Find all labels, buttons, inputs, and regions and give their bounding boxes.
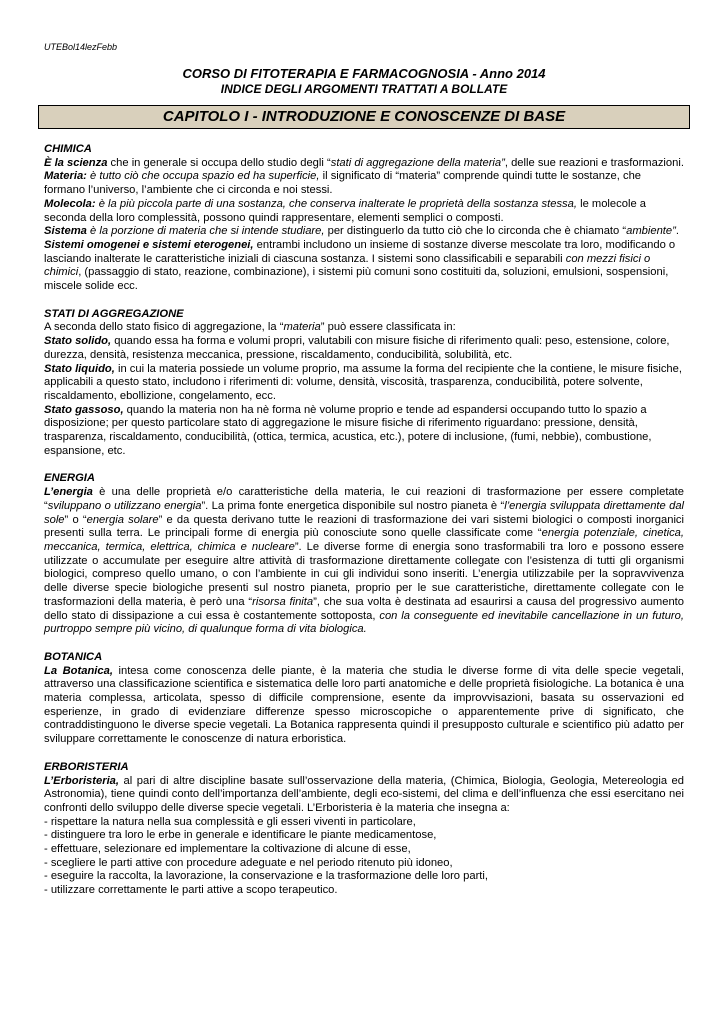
section-botanica: [44, 651, 684, 747]
section-energia: [44, 472, 684, 636]
text-span: ”. Le diverse forme di energia sono trasformabili tra loro e possono essere utilizzate o accumulate per eseguire altre attività di trasformazione direttamente collegate con l’esistenza di tutti gli organismi biologici, compreso quello umano, o con l’ambiente in cui gli individui sono inseriti. L’energia utilizzabile per la sopravvivenza delle diverse specie biologiche presenti sul nostro pianeta, proprio per le sue caratteristiche, direttamente collegate con le trasformazioni della materia, è però una “: [44, 540, 685, 608]
term-energia: L’energia: [44, 486, 93, 499]
text-italic: è tutto ciò che occupa spazio ed ha superficie,: [86, 170, 320, 183]
term-erboristeria: L’Erboristeria,: [44, 774, 120, 787]
term-solido: Stato solido,: [44, 335, 112, 348]
text-span: per distinguerlo da tutto ciò che lo circonda che è chiamato “: [324, 225, 627, 238]
text-italic: l’energia sviluppata direttamente dal sole: [44, 499, 685, 526]
course-subtitle: INDICE DEGLI ARGOMENTI TRATTATI A BOLLATE: [220, 82, 508, 96]
paragraph-liquido: [44, 363, 684, 404]
term-sistema: Sistema: [44, 225, 87, 238]
text-span: quando essa ha forma e volumi propri, valutabili con misure fisiche di riferimento quali: peso, estensione, colore, durezza, densità, resistenza meccanica, pressione, riscaldamento, conducibilità, solubilità, etc.: [44, 335, 670, 361]
section-title: ENERGIA: [44, 472, 95, 485]
term-scienza: È la scienza: [44, 156, 108, 169]
text-span: il significato di “materia” comprende quindi tutte le sostanze, che formano l’universo, l’ambiente che ci circonda e noi stessi.: [44, 170, 642, 197]
text-italic: energia solare: [86, 513, 159, 526]
text-span: ”, che sua volta è destinata ad esaurirsi a causa del progressivo aumento dello stato di dissipazione a cui essa è costantemente sottoposta,: [44, 595, 685, 622]
section-stati: [44, 308, 684, 459]
section-title: BOTANICA: [44, 650, 103, 663]
chapter-heading: CAPITOLO I - INTRODUZIONE E CONOSCENZE DI BASE: [38, 105, 690, 129]
text-span: le molecole a seconda della loro complessità, possono quindi rappresentare, elementi semplici o composti.: [44, 197, 646, 224]
text-span: ” o “: [64, 513, 87, 526]
text-span: è una delle proprietà e/o caratteristiche della materia, le cui reazioni di trasformazione per essere completate “: [44, 486, 684, 512]
document-code: UTEBol14lezFebb: [44, 42, 118, 52]
text-span: A seconda dello stato fisico di aggregazione, la “: [44, 321, 284, 334]
document-page: [44, 42, 684, 898]
paragraph-sistema: [44, 225, 684, 239]
section-title: STATI DI AGGREGAZIONE: [44, 307, 184, 320]
term-liquido: Stato liquido,: [44, 362, 115, 375]
text-italic: con la conseguente ed inevitabile cancellazione in un futuro, purtroppo sempre più vicino, di qualunque forma di vita biologica.: [44, 609, 684, 636]
paragraph-erboristeria: [44, 775, 684, 816]
text-span: ” può essere classificata in:: [320, 321, 456, 334]
text-italic: è la porzione di materia che si intende studiare,: [86, 225, 325, 238]
section-erboristeria: [44, 761, 684, 898]
text-span: , (passaggio di stato, reazione, combinazione), i sistemi più comuni sono costituiti da, soluzioni, emulsioni, sospensioni, miscele solide ecc.: [44, 266, 669, 293]
paragraph-intro: [44, 321, 684, 335]
course-title: CORSO DI FITOTERAPIA E FARMACOGNOSIA - Anno 2014: [182, 66, 546, 81]
text-span: ” e da questa derivano tutte le reazioni di trasformazione dei vari sistemi biologici o composti inorganici presenti sulla terra. Le principali forme di energia più conosciute sono quelle classificate come “: [44, 513, 685, 540]
text-span: che in generale si occupa dello studio degli “: [107, 156, 331, 169]
text-italic: materia: [283, 321, 321, 334]
erboristeria-list: [44, 816, 684, 898]
section-title: ERBORISTERIA: [44, 760, 129, 773]
list-item: - effettuare, selezionare ed implementare la coltivazione di alcune di esse,: [44, 843, 411, 856]
term-gassoso: Stato gassoso,: [44, 403, 124, 416]
list-item: - utilizzare correttamente le parti attive a scopo terapeutico.: [44, 884, 338, 897]
list-item: - eseguire la raccolta, la lavorazione, la conservazione e la trasformazione delle loro parti,: [44, 870, 488, 883]
term-botanica: La Botanica,: [44, 664, 113, 677]
paragraph-gassoso: [44, 404, 684, 459]
paragraph-sistemi: [44, 239, 684, 294]
list-item: - distinguere tra loro le erbe in generale e identificare le piante medicamentose,: [44, 829, 437, 842]
text-italic: sviluppano o utilizzano energia: [47, 499, 202, 512]
text-span: al pari di altre discipline basate sull’osservazione della materia, (Chimica, Biologia, Geologia, Metereologia ed Astronomia), tiene quindi conto dell’importanza dell’ambiente, degli eco-sistemi, del clima e dell’influenza che essi esercitano nei confronti dello sviluppo delle diverse specie vegetali. L’Erboristeria è la materia che insegna a:: [44, 774, 684, 814]
term-molecola: Molecola:: [44, 197, 96, 210]
text-italic: risorsa finita: [252, 595, 314, 608]
text-italic: è la più piccola parte di una sostanza, che conserva inalterate le proprietà della sostanza stessa,: [95, 197, 577, 210]
text-italic: energia potenziale, cinetica, meccanica, termica, elettrica, chimica e nucleare: [44, 527, 684, 553]
text-span: quando la materia non ha nè forma nè volume proprio e tende ad espandersi occupando tutto lo spazio a disposizione; per questo particolare stato di aggregazione le misure fisiche di riferimento riguardano: pressione, densità, trasparenza, riscaldamento, conducibilità, (ottica, termica, acustica, etc.), potere di inclusione, (fumi, nebbie), combustione, espansione, etc.: [44, 403, 652, 457]
text-span: entrambi includono un insieme di sostanze diverse mescolate tra loro, modificando o lasciando inalterate le caratteristiche iniziali di ciascuna sostanza. I sistemi sono classificabili e separabili: [44, 238, 676, 265]
paragraph-molecola: [44, 198, 684, 225]
paragraph-solido: [44, 335, 684, 362]
paragraph-materia: [44, 170, 684, 197]
text-span: in cui la materia possiede un volume proprio, ma assume la forma del recipiente che la contiene, le misure fisiche, applicabili a questo stato, includono i riferimenti di: volume, densità, viscosità, trasparenza, conducibilità, potere solvente, riscaldamento, ebollizione, congelamento, ecc.: [44, 362, 682, 402]
text-italic: con mezzi fisici o chimici: [44, 252, 651, 279]
text-span: ”. La prima fonte energetica disponibile sul nostro pianeta è “: [201, 499, 505, 512]
section-chimica: [44, 143, 684, 294]
term-materia: Materia:: [44, 170, 87, 183]
text-italic: ambiente”: [626, 225, 676, 238]
section-title: CHIMICA: [44, 143, 92, 155]
list-item: - rispettare la natura nella sua complessità e gli esseri viventi in particolare,: [44, 815, 416, 828]
text-span: .: [675, 225, 679, 238]
paragraph-botanica: [44, 665, 684, 747]
paragraph-scienza: [44, 157, 684, 171]
text-span: intesa come conoscenza delle piante, è la materia che studia le diverse forme di vita delle specie vegetali, attraverso una classificazione scientifica e sistematica delle loro parti anatomiche e delle proprietà fisiologiche. La botanica è una materia complessa, articolata, spesso di difficile comprensione, esente da improvvisazioni, basata su osservazioni ed esperienze, in grado di evidenziare differenze spesso microscopiche o apparentemente prive di significato, che contraddistinguono le diverse specie vegetali. La Botanica rappresenta quindi il presupposto culturale e scientifico più adatto per sviluppare correttamente le conoscenze di natura erboristica.: [44, 664, 684, 746]
term-sistemi: Sistemi omogenei e sistemi eterogenei,: [44, 238, 254, 251]
text-span: , delle sue reazioni e trasformazioni.: [504, 156, 684, 169]
text-italic: stati di aggregazione della materia”: [330, 156, 505, 169]
list-item: - scegliere le parti attive con procedure adeguate e nel periodo ritenuto più idoneo,: [44, 856, 453, 869]
paragraph-energia: [44, 486, 684, 637]
